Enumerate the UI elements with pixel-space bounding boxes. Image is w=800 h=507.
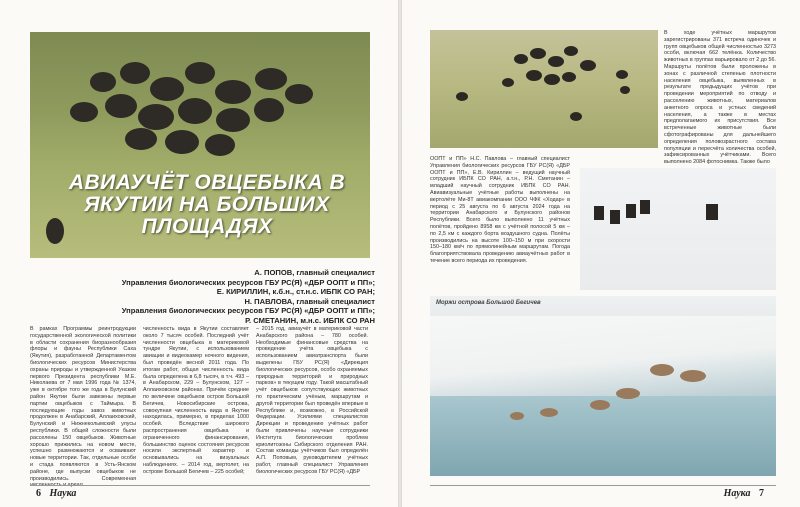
author-line: А. ПОПОВ, главный специалист [254, 268, 375, 277]
muskox-shape [205, 134, 235, 156]
muskox-shape [254, 98, 284, 122]
body-column-right-1: В ходе учётных маршрутов зарегистрированы 371 встреча одиночек и групп овцебыков общей численностью 3273 особи, включая 662 телёнка. Количество животных в группах варьировало от 2 до 56. Маршруты полётов были проложены в зонах с различной степенью плотности населения овцебыка, выявленных в результате предыдущих учётов при проведении мероприятий по отводу и расселению животных, материалов анкетного опроса и устных сведений населения, а также в местах предполагаемого их присутствия. Все встреченные животные были сфотографированы для дальнейшего определения половозрастного состава популяции и пересчёта количества особей, зафиксированных учётчиками. Всего выполнено 2084 фотоснимка. Также было [664, 30, 776, 166]
walrus-shape [540, 408, 558, 417]
muskox-shape [105, 94, 137, 118]
reindeer-shape [594, 206, 604, 220]
muskox-shape [150, 77, 184, 101]
author-line: Н. ПАВЛОВА, главный специалист [244, 296, 375, 306]
reindeer-shape [706, 204, 718, 220]
body-column-right-2: ООПТ и ПП» Н.С. Павлова – главный специалист Управления биологических ресурсов ГБУ РС(Я) «ДБР ООПТ и ПП», Е.В. Кириллин – ведущий научный сотрудник ИБПК СО РАН, а.т.н., Р.Н. Сметанин – младший научный сотрудник ИБПК СО РАН. Авиавизуальные учётные работы выполнены на вертолёте Ми-8Т авиакомпании ООО ЧФК «Ходар» в период с 25 августа по 6 августа 2024 года на территории Анабарского и Булунского районов Республики. Всего было выполнено 11 учётных полётов, пройдено 8958 км с учётной полосой 5 км – по 2,5 км с каждого борта воздушного судна. Полёты производились на высоте 100–150 м при скорости 150–180 км/ч по прямолинейным маршрутам. Погода благоприятствовала проведению авиаучётных работ в течение всего периода их проведения. [430, 156, 570, 264]
muskox-shape [90, 72, 116, 92]
author-line: Е. КИРИЛЛИН, к.б.н., ст.н.с. ИБПК СО РАН; [216, 287, 375, 297]
muskox-shape [178, 98, 212, 124]
photo-caption: Моржи острова Большой Бегичев [436, 300, 541, 306]
muskox-shape [620, 86, 630, 94]
muskox-shape [165, 130, 199, 154]
walrus-shore-photo [430, 296, 776, 476]
muskox-shape [530, 48, 546, 59]
right-page [402, 0, 800, 507]
muskox-aerial-photo [430, 30, 658, 148]
muskox-shape [580, 60, 596, 71]
magazine-name: Наука [723, 488, 751, 499]
magazine-name: Наука [49, 488, 77, 499]
page-footer-left [30, 488, 76, 499]
walrus-shape [510, 412, 524, 420]
muskox-shape [456, 92, 468, 101]
body-column-1: В рамках Программы реинтродукции государственной экологической политики в области сохранения биоразнообразия флоры и фауны Республики Саха (Якутия), разработанной Департаментом биологических ресурсов Министерства охраны природы и утвержденной Указом первого Президента республики М.Е. Николаева от 7 мая 1996 года № 1374, уже в октябре того же года в Булунский район Якутии были завезены первые партии овцебыков с Таймыра. В последующие годы завоз животных продолжен в Анабарский, Аллаиховский, Булунский и Нижнеколымский улусы республики. В общей сложности были расселены 150 овцебыков. Животные хорошо прижились на новом месте, успешно размножаются и осваивают новые территории. Так, отдельные особи и стада появляются в Усть-Янском районе, где выпуски овцебыков не производились. Современная [30, 326, 136, 482]
muskox-shape [564, 46, 578, 56]
muskox-shape [138, 104, 174, 130]
muskox-shape [548, 56, 564, 67]
muskox-shape [70, 102, 98, 122]
muskox-shape [526, 70, 542, 81]
muskox-shape [544, 74, 560, 85]
walrus-shape [680, 370, 706, 382]
muskox-shape [616, 70, 628, 79]
footer-rule [430, 485, 776, 486]
footer-rule [30, 485, 370, 486]
body-column-3: – 2015 год, авиаучёт в материковой части Анабарского района – 780 особей. Необходимые финансовые средства на проведение учёта овцебыка с использованием авиатранспорта были выделены ГБУ РС(Я) «Дирекция биологических ресурсов, особо охраняемых природных территорий и природных парков» в текущем году. Такой масштабный учёт овцебыков сопутствующих животных по практическим учёным, маршрутам и другой территории был проведён впервые в Республике и, возможно, в Российской Федерации. Усилиями специалистов Дирекции и проведению учётных работ были привлечены научные сотрудники Института биологических проблем криолитозоны Сибирского отделения РАН. Состав команды учётчиков был определён А.П. Поповым, руководителем учётных работ, главный специалист Управления биологических ресурсов ГБУ РС(Я) «ДБР [256, 326, 368, 475]
walrus-shape [590, 400, 610, 410]
muskox-shape [125, 128, 157, 150]
page-number: 7 [759, 488, 764, 499]
left-page [0, 0, 398, 507]
reindeer-shape [626, 204, 636, 218]
muskox-shape [216, 108, 250, 132]
muskox-shape [514, 54, 528, 64]
page-footer-right [724, 488, 770, 499]
reindeer-shape [610, 210, 620, 224]
muskox-shape [215, 80, 251, 104]
author-line: Управления биологических ресурсов ГБУ РС(Я) «ДБР ООПТ и ПП»; [121, 306, 375, 316]
article-title: АВИАУЧЁТ ОВЦЕБЫКА В ЯКУТИИ НА БОЛЬШИХ ПЛОЩАДЯХ [68, 171, 346, 238]
muskox-shape [570, 112, 582, 121]
author-block [60, 268, 375, 326]
muskox-shape [285, 84, 313, 104]
shoreline [430, 316, 776, 396]
reindeer-shape [640, 200, 650, 214]
page-number: 6 [36, 488, 41, 499]
muskox-shape [185, 62, 215, 84]
author-line: Р. СМЕТАНИН, м.н.с. ИБПК СО РАН [245, 315, 375, 325]
muskox-shape [502, 78, 514, 87]
body-column-2: численность видa в Якутии составляет около 7 тысяч особей. Последний учёт численности овцебыка в материковой тундре Якутии, с использованием авиации и видеокамер ночного видения, был проведён весной 2011 года. По итогам работ, общая численность вида была определена в 6,8 тысяч, в т.ч. 493 – в Анабарском, 229 – Булунском, 127 – Аллаиховском районах. Причём средние по величине овцебыков остров Большой Бегичев, Новосибирские острова, совокупная численность вида в Якутии находилась, примерно, в пределах 1000 особей. Вследствие широкого распространения овцебыка и ограниченного финансирования, большинство оценок состояния ресурсов носили экспертный характер и основывались на визуальных наблюдениях. – 2014 год, вертолет, на острове Большой Бегичев – 225 особей; [143, 326, 249, 475]
author-line: Управления биологических ресурсов ГБУ РС(Я) «ДБР ООПТ и ПП»; [121, 277, 375, 287]
muskox-shape [255, 68, 287, 90]
muskox-shape [120, 62, 150, 84]
walrus-shape [616, 388, 640, 399]
walrus-shape [650, 364, 674, 376]
reindeer-snow-photo [580, 168, 776, 290]
muskox-shape [562, 72, 576, 82]
